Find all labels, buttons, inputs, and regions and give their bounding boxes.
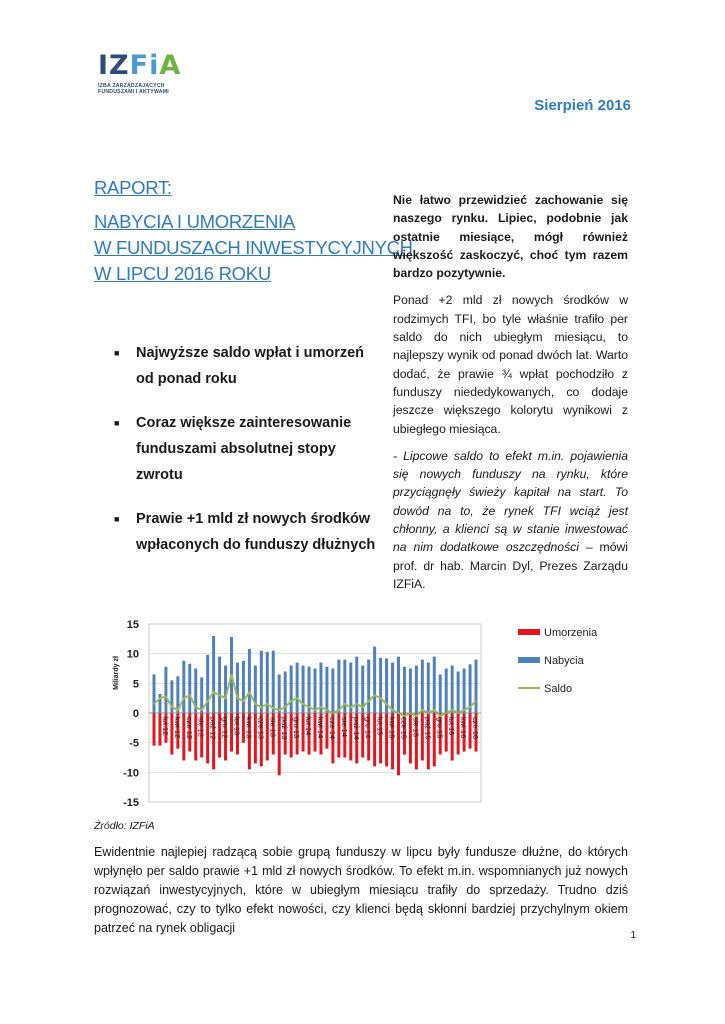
nabycia-bar [427,663,430,713]
nabycia-bar [224,666,227,713]
bullet-square-icon: ■ [114,418,120,428]
bullet-square-icon: ■ [114,514,120,524]
nabycia-bar [272,651,275,713]
nabycia-bar [242,661,245,713]
nabycia-bar [254,666,257,713]
nabycia-bar [278,674,281,713]
nabycia-bar [218,657,221,713]
x-tick-label: paź 15 [423,717,433,740]
nabycia-bar [391,663,394,713]
x-tick-label: paź 12 [208,717,218,740]
nabycia-bar [475,660,478,713]
nabycia-bar [463,669,466,714]
x-tick-label: sie 12 [196,717,206,738]
x-tick-label: paź 13 [280,717,290,740]
flows-chart [93,612,633,817]
x-tick-label: sie 14 [339,717,349,738]
nabycia-bar [439,674,442,713]
legend-swatch [518,657,540,663]
highlight-item: ■ Prawie +1 mld zł nowych środków wpłaconych do funduszy dłużnych [114,506,384,558]
x-tick-label: cze 15 [399,717,409,740]
nabycia-bar [182,661,185,713]
x-tick-label: lut 14 [304,717,314,736]
x-tick-label: gru 13 [292,717,302,739]
x-tick-label: lut 15 [375,717,385,736]
nabycia-bar [349,663,352,713]
report-title [94,175,413,287]
legend-label: Saldo [544,683,573,695]
nabycia-bar [248,649,251,713]
x-tick-label: cze 16 [471,717,481,740]
nabycia-bar [152,674,155,713]
highlights-list [114,340,384,576]
nabycia-bar [367,660,370,713]
x-tick-label: kwi 12 [172,717,182,739]
izfia-logo [98,52,208,95]
y-tick-label: 5 [132,678,139,691]
y-tick-label: -15 [123,797,139,809]
nabycia-bar [451,666,454,713]
bullet-square-icon: ■ [114,348,120,358]
x-tick-label: sie 13 [268,717,278,738]
legend-label: Nabycia [544,655,584,667]
y-tick-label: 10 [126,648,139,661]
x-tick-label: gru 12 [220,717,230,739]
nabycia-bar [403,667,406,713]
nabycia-bar [260,651,263,713]
nabycia-bar [445,669,448,714]
x-tick-label: cze 13 [256,717,266,740]
nabycia-bar [302,666,305,713]
nabycia-bar [373,647,376,713]
x-tick-label: gru 15 [435,717,445,739]
body-paragraph: Ewidentnie najlepiej radzącą sobie grupą funduszy w lipcu były fundusze dłużne, do których wpłynęło per saldo prawie +1 mld zł nowych środków. To efekt m.in. wspomnianych już nowych rozwiązań inwestycyjnych, które w ubiegłym miesiącu trafiły do sprzedaży. Trudno dziś prognozować, czy to tylko efekt nowości, czy klienci będą skłonni bardziej przychylnym okiem patrzeć na rynek obligacji [94,845,628,935]
x-tick-label: lut 12 [160,717,170,736]
nabycia-bar [290,666,293,713]
y-tick-label: 15 [126,619,139,631]
title-line-1: NABYCIA I UMORZENIA [94,211,295,232]
nabycia-bar [337,660,340,713]
x-tick-label: lut 13 [232,717,242,736]
lead-paragraph: Nie łatwo przewidzieć zachowanie się naszego rynku. Lipiec, podobnie jak ostatnie miesiące, mógł również większość zaskoczyć, choć tym razem bardzo pozytywnie. [393,193,628,281]
y-tick-label: -5 [129,737,139,750]
legend-swatch [518,629,540,635]
title-line-2: W FUNDUSZACH INWESTYCYJNYCH [94,237,413,258]
nabycia-bar [236,663,239,713]
quote-signature: – mówi prof. dr hab. Marcin Dyl, Prezes Zarządu IZFiA. [393,540,628,591]
nabycia-bar [397,657,400,713]
highlight-item: ■ Najwyższe saldo wpłat i umorzeń od ponad roku [114,340,384,392]
x-tick-label: kwi 16 [459,717,469,739]
x-tick-label: paź 14 [351,717,361,740]
x-tick-label: cze 12 [184,717,194,740]
quote-paragraph [393,447,628,593]
nabycia-bar [379,658,382,713]
x-tick-label: kwi 14 [316,717,325,739]
nabycia-bar [415,666,418,713]
legend-label: Umorzenia [544,627,598,639]
y-tick-label: 0 [132,708,139,720]
title-label: RAPORT: [94,177,172,198]
quote-text: - Lipcowe saldo to efekt m.in. pojawienia się nowych funduszy na rynku, które przyciągnęły świeży kapitał na start. To dowód na to, że rynek TFI wciąż jest chłonny, a klienci są w stanie inwestować na nim dodatkowe oszczędności [393,448,628,555]
x-tick-label: gru 14 [363,717,373,739]
nabycia-bar [314,669,317,714]
nabycia-bar [331,669,334,714]
report-date: Sierpień 2016 [534,97,631,114]
y-axis-label: Miliardy zł [113,656,120,690]
x-tick-label: kwi 13 [244,717,254,739]
intro-paragraph: Ponad +2 mld zł nowych środków w rodzimych TFI, bo tyle właśnie trafiło per saldo do nich ubiegłym miesiącu, to najlepszy wynik od ponad dwóch lat. Warto dodać, że prawie ¾ wpłat pochodziło z funduszy niededykowanych, co dodaje jeszcze większego kolorytu wynikowi z ubiegłego miesiąca. [393,293,628,436]
umorzenia-bar [152,713,155,746]
intro-column [393,191,628,602]
nabycia-bar [319,663,322,713]
nabycia-bar [409,669,412,714]
x-tick-label: kwi 15 [387,717,397,739]
x-tick-label: lut 16 [447,717,457,736]
logo-subtitle: IZBA ZARZĄDZAJĄCYCH FUNDUSZAMI I AKTYWAMI [98,83,169,95]
chart-source: Źródło: IZFiA [94,820,155,832]
nabycia-bar [433,657,436,713]
nabycia-bar [164,667,167,713]
logo-mark: IZFiA [98,50,182,81]
nabycia-bar [212,636,215,713]
nabycia-bar [325,667,328,713]
x-tick-label: cze 14 [327,717,337,740]
nabycia-bar [296,663,299,713]
x-tick-label: sie 15 [411,717,421,738]
y-tick-label: -10 [123,767,139,780]
nabycia-bar [421,660,424,713]
highlight-item: ■ Coraz większe zainteresowanie funduszami absolutnej stopy zwrotu [114,410,384,488]
nabycia-bar [188,664,191,713]
nabycia-bar [457,671,460,713]
title-line-3: W LIPCU 2016 ROKU [94,263,271,284]
page-number: 1 [630,930,636,941]
